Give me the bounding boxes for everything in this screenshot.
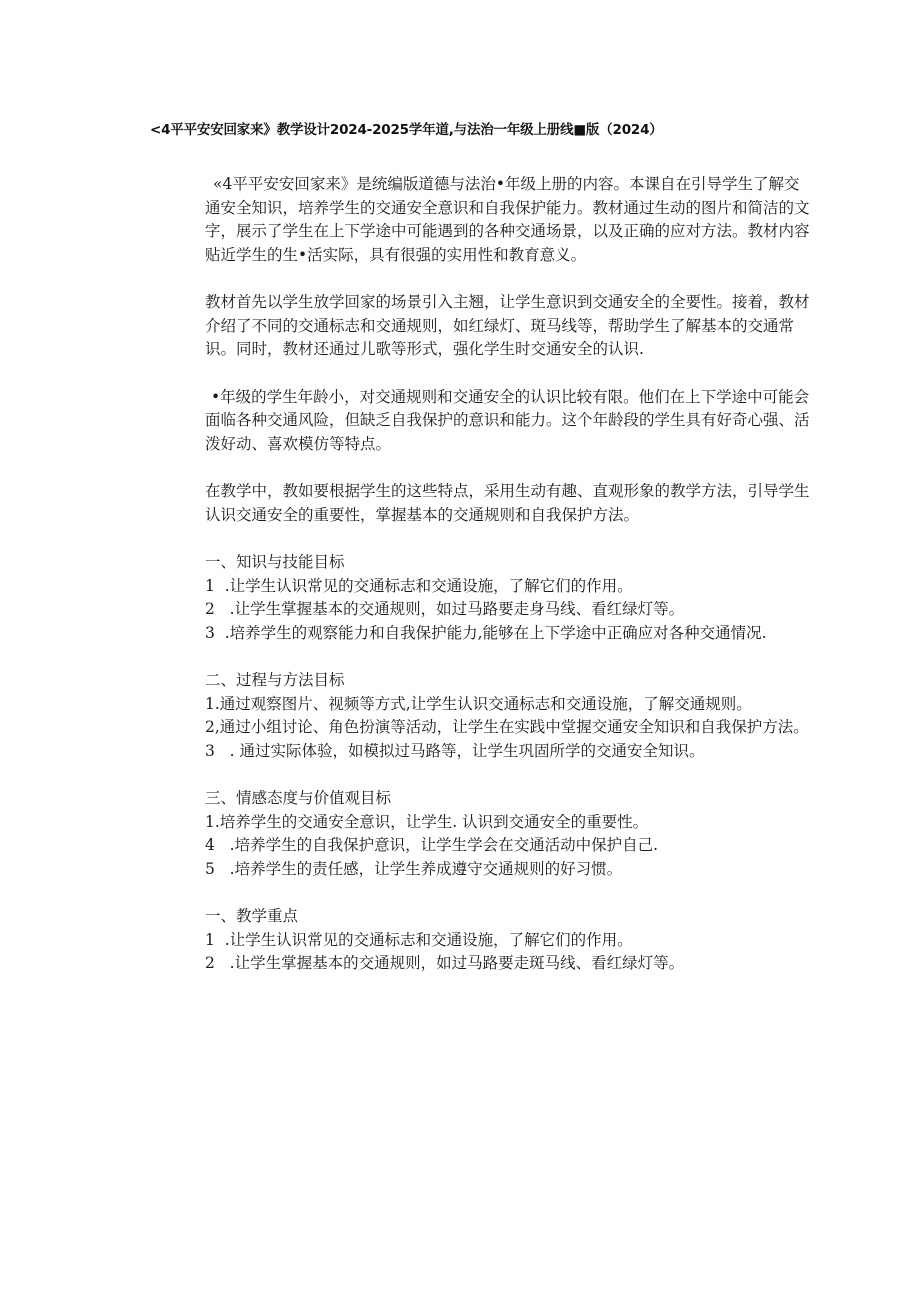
- document-title: <4平平安安回家来》教学设计2024-2025学年道,与法治一年级上册线■版（2024）: [150, 122, 663, 138]
- list-item: 1 .让学生认识常见的交通标志和交通设施，了解它们的作用。: [205, 930, 633, 949]
- section-knowledge-skills: [205, 551, 810, 645]
- section-heading: 一、知识与技能目标: [205, 553, 345, 571]
- section-teaching-focus: [205, 905, 810, 976]
- list-item: 1.通过观察图片、视频等方式,让学生认识交通标志和交通设施，了解交通规则。: [205, 694, 752, 713]
- list-item: 5 .培养学生的责任感，让学生养成遵守交通规则的好习惯。: [205, 859, 623, 878]
- list-item: 2 .让学生掌握基本的交通规则，如过马路要走斑马线、看红绿灯等。: [205, 954, 685, 972]
- list-item: 1.培养学生的交通安全意识，让学生. 认识到交通安全的重要性。: [205, 812, 649, 831]
- list-item: 4 .培养学生的自我保护意识，让学生学会在交通活动中保护自己.: [205, 836, 658, 854]
- teaching-approach-paragraph: 在教学中，教如要根据学生的这些特点，采用生动有趣、直观形象的教学方法，引导学生认识交通安全的重要性，掌握基本的交通规则和自我保护方法。: [205, 482, 810, 524]
- list-item: 2 .让学生掌握基本的交通规则，如过马路要走身马线、看红绿灯等。: [205, 600, 685, 618]
- section-process-methods: [205, 669, 810, 763]
- list-item: 3 . 通过实际体验，如模拟过马路等，让学生巩固所学的交通安全知识。: [205, 741, 705, 760]
- material-paragraph: 教材首先以学生放学回家的场景引入主翘，让学生意识到交通安全的全要性。接着，教材介绍了不同的交通标志和交通规则，如红绿灯、斑马线等，帮助学生了解基本的交通常识。同时，教材还通过儿歌等形式，强化学生时交通安全的认识.: [205, 293, 810, 358]
- section-heading: 三、情感态度与价值观目标: [205, 789, 392, 807]
- document-body: [205, 173, 810, 1000]
- section-emotion-values: [205, 787, 810, 881]
- student-analysis-paragraph: •年级的学生年龄小，对交通规则和交通安全的认识比较有限。他们在上下学途中可能会面临各种交通风险，但缺乏自我保护的意识和能力。这个年龄段的学生具有好奇心强、活泼好动、喜欢模仿等特点。: [205, 387, 810, 453]
- section-heading: 一、教学重点: [205, 907, 299, 925]
- section-heading: 二、过程与方法目标: [205, 671, 345, 689]
- list-item: 2,通过小组讨论、角色扮演等活动，让学生在实践中堂握交通安全知识和自我保护方法。: [205, 718, 809, 736]
- list-item: 1 .让学生认识常见的交通标志和交通设施，了解它们的作用。: [205, 576, 633, 595]
- list-item: 3 .培养学生的观察能力和自我保护能力,能够在上下学途中正确应对各种交通情况.: [205, 623, 767, 642]
- intro-paragraph: «4平平安安回家来》是统编版道德与法治•年级上册的内容。本课自在引导学生了解交通安全知识，培养学生的交通安全意识和自我保护能力。教材通过生动的图片和简洁的文字，展示了学生在上下学途中可能遇到的各种交通场景，以及正确的应对方法。教材内容贴近学生的生•活实际，具有很强的实用性和教育意义。: [205, 175, 810, 264]
